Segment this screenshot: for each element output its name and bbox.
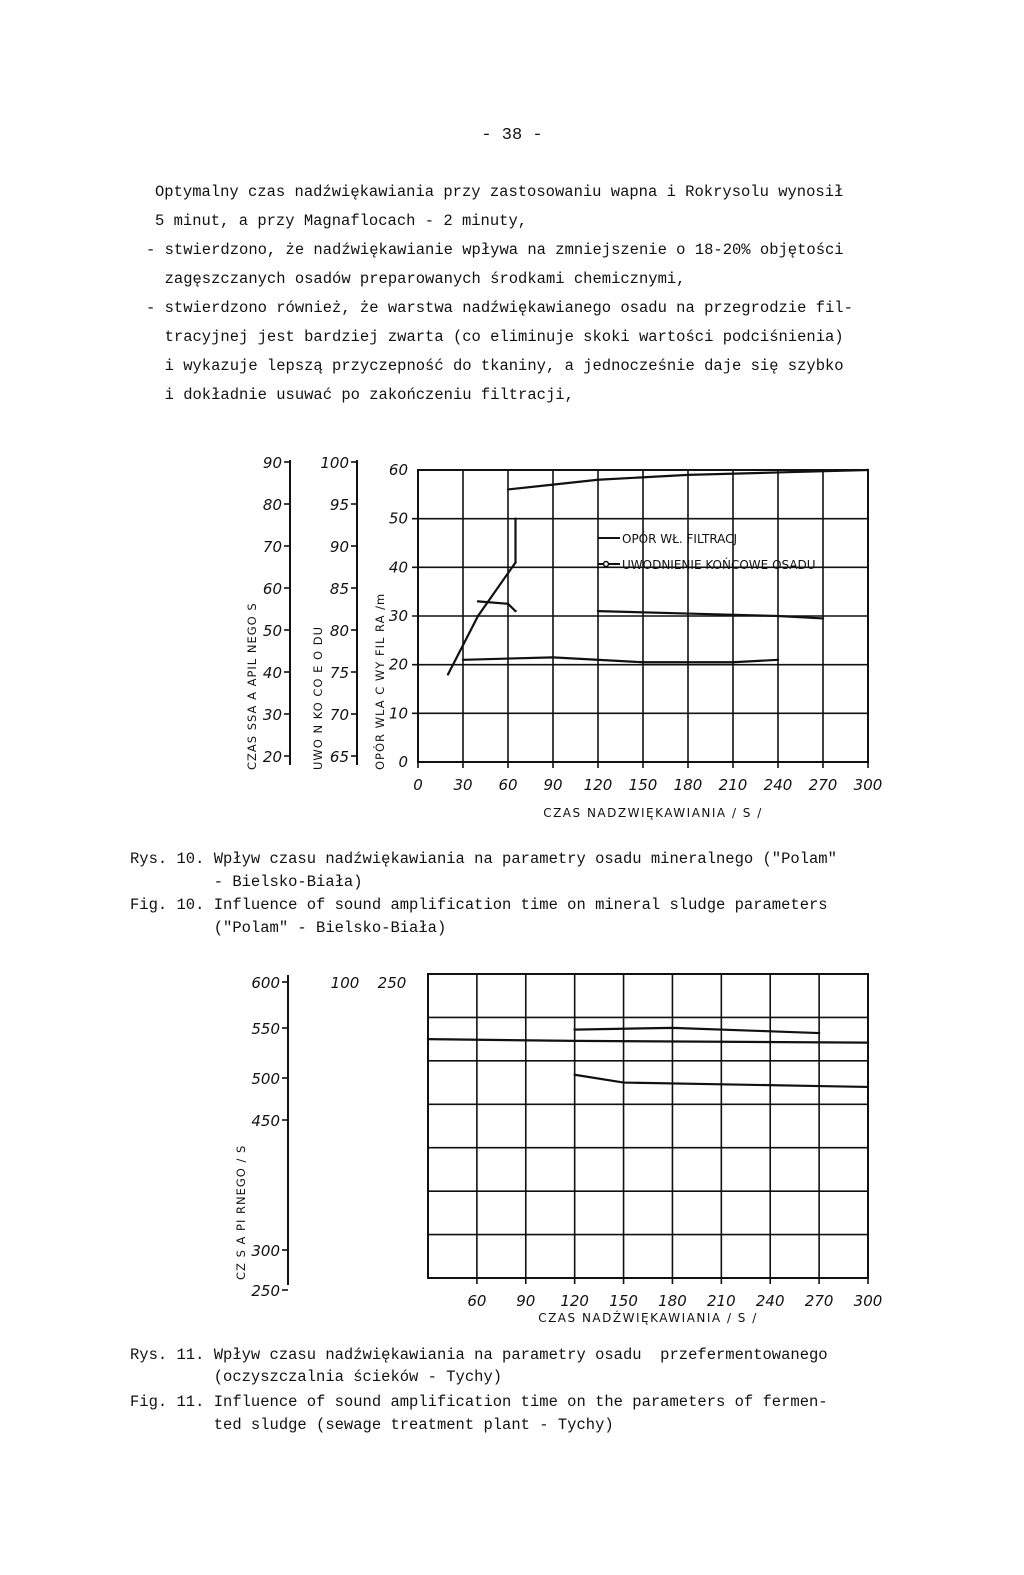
axis1-tick-label: 30 (262, 706, 282, 724)
x-tick-label: 90 (516, 1292, 536, 1310)
axis1-tick-label: 300 (251, 1242, 280, 1260)
data-point (622, 1081, 624, 1083)
paragraph-line: Optymalny czas nadźwiękawiania przy zastosowaniu wapna i Rokrysolu wynosił (155, 183, 844, 201)
figure-10 (0, 440, 1024, 830)
axis3-tick-label: 20 (388, 655, 408, 674)
figure-11-chart (0, 960, 1024, 1340)
series-line (428, 1039, 868, 1042)
data-point (552, 656, 554, 658)
data-point (573, 1040, 575, 1042)
data-point (514, 517, 516, 519)
page-number: - 38 - (481, 126, 543, 145)
paragraph-line: - stwierdzono również, że warstwa nadźwiękawianego osadu na przegrodzie fil- (146, 299, 853, 317)
data-point (427, 1038, 429, 1040)
axis2-tick-label: 80 (329, 622, 349, 640)
axis3-tick-label: 50 (388, 509, 408, 528)
axis3-tick-label: 250 (377, 974, 407, 992)
axis2-tick-label: 65 (329, 748, 349, 766)
figure10-caption-en-2: ("Polam" - Bielsko-Biała) (130, 919, 447, 937)
paragraph-line: tracyjnej jest bardziej zwarta (co eliminuje skoki wartości podciśnienia) (146, 328, 844, 346)
legend-label-2: UWODNIENIE KOŃCOWE OSADU (622, 558, 816, 572)
data-point (867, 1041, 869, 1043)
axis2-tick-label: 85 (329, 580, 349, 598)
series-line (575, 1028, 819, 1033)
axis1-tick-label: 600 (251, 974, 280, 992)
figure10-caption-pl-1: Rys. 10. Wpływ czasu nadźwiękawiania na parametry osadu mineralnego ("Polam" (130, 850, 837, 868)
legend-marker-2 (604, 562, 609, 567)
data-point (462, 659, 464, 661)
x-axis-title: CZAS NADZWIĘKAWIANIA / S / (543, 806, 763, 820)
data-point (477, 615, 479, 617)
axis1-tick-label: 50 (262, 622, 282, 640)
figure11-caption-pl-1: Rys. 11. Wpływ czasu nadźwiękawiania na parametry osadu przefermentowanego (130, 1346, 828, 1364)
series-line (463, 657, 778, 662)
figure-11 (0, 960, 1024, 1340)
data-point (477, 600, 479, 602)
figure11-caption-en-2: ted sludge (sewage treatment plant - Tychy) (130, 1416, 614, 1434)
data-point (777, 659, 779, 661)
axis2-label: UWO N KO CO E O DU (311, 625, 325, 770)
data-point (671, 1027, 673, 1029)
data-point (507, 488, 509, 490)
paragraph-line: zagęszczanych osadów preparowanych środkami chemicznymi, (146, 270, 686, 288)
paragraph-line: - stwierdzono, że nadźwiękawianie wpływa na zmniejszenie o 18-20% objętości (146, 241, 844, 259)
axis3-tick-label: 60 (388, 461, 408, 479)
figure10-caption-pl-2: - Bielsko-Biała) (130, 873, 363, 891)
data-point (514, 610, 516, 612)
axis3-tick-label: 40 (388, 558, 408, 577)
data-point (867, 469, 869, 471)
plot-frame (428, 974, 868, 1278)
axis1-label: CZAS SSA A APIL NEGO S (245, 602, 259, 770)
legend-label-1: OPÓR WŁ. FILTRACJ (622, 532, 738, 546)
axis3-tick-label: 30 (388, 607, 408, 625)
body-paragraph (146, 178, 995, 410)
x-axis-title: CZAS NADŹWIĘKAWIANIA / S / (538, 1311, 758, 1325)
axis3-tick-label: 0 (398, 753, 408, 771)
axis1-tick-label: 70 (262, 538, 282, 556)
axis2-tick-label: 100 (330, 974, 360, 992)
axis1-tick-label: 250 (251, 1282, 280, 1300)
axis2-tick-label: 75 (329, 664, 349, 682)
paragraph-line: i wykazuje lepszą przyczepność do tkaniny, a jednocześnie daje się szybko (146, 357, 844, 375)
axis3-label: OPÓR WLA C WY FIL RA /m (373, 592, 387, 770)
axis1-tick-label: 550 (251, 1020, 280, 1038)
x-tick-label: 30 (453, 776, 473, 794)
axis1-tick-label: 60 (262, 580, 282, 598)
x-tick-label: 0 (413, 776, 423, 794)
data-point (687, 612, 689, 614)
axis2-tick-label: 100 (320, 454, 349, 472)
paragraph-line: 5 minut, a przy Magnaflocach - 2 minuty, (155, 212, 528, 230)
figure10-caption-en-1: Fig. 10. Influence of sound amplification time on mineral sludge parameters (130, 896, 828, 914)
axis3-tick-label: 10 (388, 704, 408, 723)
axis2-tick-label: 70 (329, 706, 349, 724)
axis2-tick-label: 95 (329, 496, 349, 514)
data-point (867, 1086, 869, 1088)
x-tick-label: 210 (718, 776, 748, 794)
series-line (448, 519, 516, 675)
x-tick-label: 120 (560, 1292, 589, 1310)
axis1-tick-label: 450 (251, 1112, 280, 1130)
axis2-tick-label: 90 (329, 538, 349, 556)
axis1-tick-label: 90 (262, 454, 282, 472)
data-point (552, 483, 554, 485)
x-tick-label: 150 (609, 1292, 638, 1310)
data-point (514, 561, 516, 563)
figure11-caption-pl-2: (oczyszczalnia ścieków - Tychy) (130, 1368, 503, 1386)
data-point (822, 617, 824, 619)
data-point (597, 479, 599, 481)
data-point (507, 603, 509, 605)
data-point (597, 610, 599, 612)
x-tick-label: 210 (707, 1292, 736, 1310)
x-tick-label: 270 (808, 776, 838, 794)
x-tick-label: 180 (658, 1292, 687, 1310)
x-tick-label: 90 (543, 776, 563, 794)
figure-10-chart (0, 440, 1024, 830)
data-point (573, 1028, 575, 1030)
paragraph-line: i dokładnie usuwać po zakończeniu filtracji, (146, 386, 574, 404)
figure11-caption-en-1: Fig. 11. Influence of sound amplification time on the parameters of fermen- (130, 1393, 828, 1411)
x-tick-label: 120 (583, 776, 613, 794)
x-tick-label: 150 (628, 776, 658, 794)
data-point (732, 661, 734, 663)
x-tick-label: 60 (498, 776, 518, 794)
data-point (573, 1074, 575, 1076)
series-line (598, 611, 823, 618)
x-tick-label: 270 (804, 1292, 834, 1310)
x-tick-label: 240 (755, 1292, 785, 1310)
fig11-axis1-label: CZ S A PI RNEGO / S (234, 1144, 248, 1280)
axis1-tick-label: 20 (262, 748, 282, 766)
axis1-tick-label: 80 (262, 496, 282, 514)
data-point (818, 1085, 820, 1087)
x-tick-label: 300 (853, 1292, 883, 1310)
data-point (777, 615, 779, 617)
data-point (687, 474, 689, 476)
axis1-tick-label: 40 (262, 664, 282, 682)
data-point (777, 471, 779, 473)
x-tick-label: 300 (853, 776, 883, 794)
x-tick-label: 180 (673, 776, 703, 794)
data-point (818, 1032, 820, 1034)
data-point (720, 1041, 722, 1043)
data-point (642, 661, 644, 663)
data-point (447, 673, 449, 675)
data-point (769, 1030, 771, 1032)
x-tick-label: 60 (467, 1292, 487, 1310)
axis1-tick-label: 500 (251, 1070, 280, 1088)
x-tick-label: 240 (763, 776, 793, 794)
data-point (720, 1083, 722, 1085)
